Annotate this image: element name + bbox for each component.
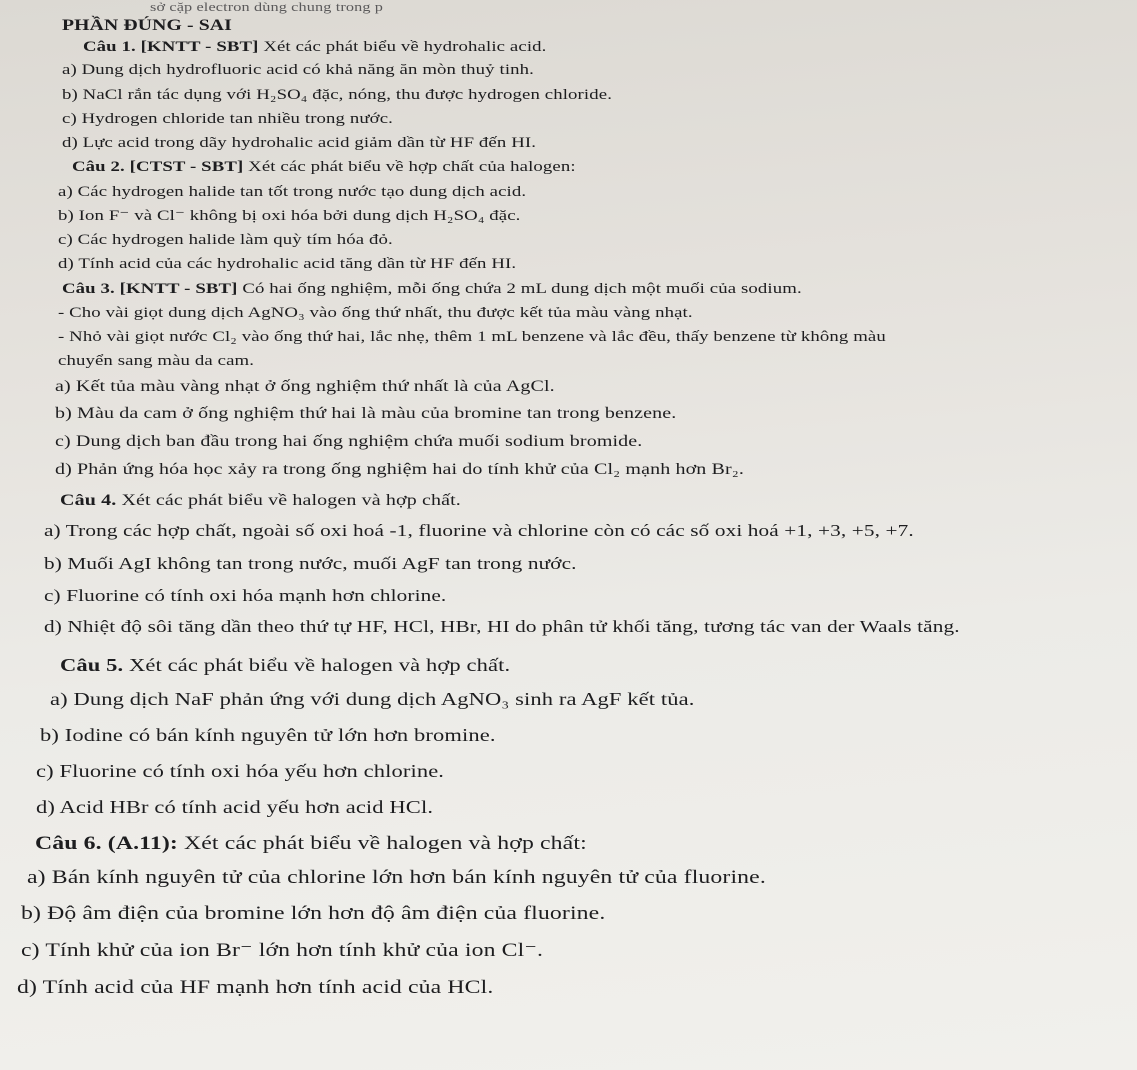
question-3-heading <box>62 282 802 297</box>
question-3-option-a: a) Kết tủa màu vàng nhạt ở ống nghiệm thứ nhất là của AgCl. <box>55 378 555 395</box>
question-2-heading <box>72 160 576 175</box>
question-5-option-d: d) Acid HBr có tính acid yếu hơn acid HCl. <box>36 797 434 817</box>
question-3-option-b: b) Màu da cam ở ống nghiệm thứ hai là màu của bromine tan trong benzene. <box>55 405 677 422</box>
section-title: PHẦN ĐÚNG - SAI <box>62 17 232 34</box>
question-4-stem: Xét các phát biểu về halogen và hợp chất. <box>116 492 461 509</box>
question-1-option-d: d) Lực acid trong dãy hydrohalic acid giảm dần từ HF đến HI. <box>62 135 537 151</box>
question-5-option-c: c) Fluorine có tính oxi hóa yếu hơn chlorine. <box>36 761 445 781</box>
question-1-option-c: c) Hydrogen chloride tan nhiều trong nước. <box>62 111 393 127</box>
question-6-label: Câu 6. (A.11): <box>35 833 178 854</box>
question-1-label: Câu 1. [KNTT - SBT] <box>83 39 259 55</box>
question-5-option-a: a) Dung dịch NaF phản ứng với dung dịch AgNO₃ sinh ra AgF kết tủa. <box>50 689 695 709</box>
question-4-heading <box>60 493 461 509</box>
question-4-option-a: a) Trong các hợp chất, ngoài số oxi hoá -1, fluorine và chlorine còn có các số oxi hoá +1, +3, +5, +7. <box>44 521 914 540</box>
question-2-option-d: d) Tính acid của các hydrohalic acid tăng dần từ HF đến HI. <box>58 256 517 272</box>
question-3-option-d: d) Phản ứng hóa học xảy ra trong ống nghiệm hai do tính khử của Cl₂ mạnh hơn Br₂. <box>55 461 745 478</box>
question-3-stem: Có hai ống nghiệm, mỗi ống chứa 2 mL dung dịch một muối của sodium. <box>237 281 802 297</box>
question-3-context-2: - Nhỏ vài giọt nước Cl₂ vào ống thứ hai, lắc nhẹ, thêm 1 mL benzene và lắc đều, thấy benzene từ không màu <box>58 329 886 345</box>
question-5-option-b: b) Iodine có bán kính nguyên tử lớn hơn bromine. <box>40 725 496 745</box>
question-6-heading <box>35 834 587 853</box>
question-1-heading <box>83 40 546 55</box>
question-2-option-a: a) Các hydrogen halide tan tốt trong nước tạo dung dịch acid. <box>58 184 527 200</box>
question-2-option-c: c) Các hydrogen halide làm quỳ tím hóa đỏ. <box>58 232 393 248</box>
question-1-option-b: b) NaCl rắn tác dụng với H₂SO₄ đặc, nóng, thu được hydrogen chloride. <box>62 87 613 103</box>
question-5-heading <box>60 656 510 674</box>
question-2-label: Câu 2. [CTST - SBT] <box>72 159 244 175</box>
question-5-label: Câu 5. <box>60 655 124 675</box>
cut-off-text: sở cặp electron dùng chung trong p <box>150 0 384 14</box>
question-4-option-b: b) Muối AgI không tan trong nước, muối AgF tan trong nước. <box>44 554 577 573</box>
question-2-stem: Xét các phát biểu về hợp chất của halogen: <box>243 159 576 175</box>
question-6-option-a: a) Bán kính nguyên tử của chlorine lớn hơn bán kính nguyên tử của fluorine. <box>27 867 766 888</box>
question-2-option-b: b) Ion F⁻ và Cl⁻ không bị oxi hóa bởi dung dịch H₂SO₄ đặc. <box>58 208 521 224</box>
question-4-option-d: d) Nhiệt độ sôi tăng dần theo thứ tự HF, HCl, HBr, HI do phân tử khối tăng, tương tác van der Waals tăng. <box>44 617 960 636</box>
question-4-option-c: c) Fluorine có tính oxi hóa mạnh hơn chlorine. <box>44 586 447 605</box>
question-6-option-d: d) Tính acid của HF mạnh hơn tính acid của HCl. <box>17 977 494 998</box>
question-6-option-b: b) Độ âm điện của bromine lớn hơn độ âm điện của fluorine. <box>21 903 606 924</box>
question-3-context-3: chuyển sang màu da cam. <box>58 353 255 369</box>
question-4-label: Câu 4. <box>60 492 117 509</box>
question-3-context-1: - Cho vài giọt dung dịch AgNO₃ vào ống thứ nhất, thu được kết tủa màu vàng nhạt. <box>58 305 693 321</box>
question-6-stem: Xét các phát biểu về halogen và hợp chất: <box>177 833 587 854</box>
question-3-option-c: c) Dung dịch ban đầu trong hai ống nghiệm chứa muối sodium bromide. <box>55 433 643 450</box>
question-5-stem: Xét các phát biểu về halogen và hợp chất. <box>123 655 511 675</box>
question-1-stem: Xét các phát biểu về hydrohalic acid. <box>258 39 547 55</box>
question-1-option-a: a) Dung dịch hydrofluoric acid có khả năng ăn mòn thuỷ tinh. <box>62 62 534 78</box>
question-6-option-c: c) Tính khử của ion Br⁻ lớn hơn tính khử của ion Cl⁻. <box>21 940 544 961</box>
question-3-label: Câu 3. [KNTT - SBT] <box>62 281 238 297</box>
